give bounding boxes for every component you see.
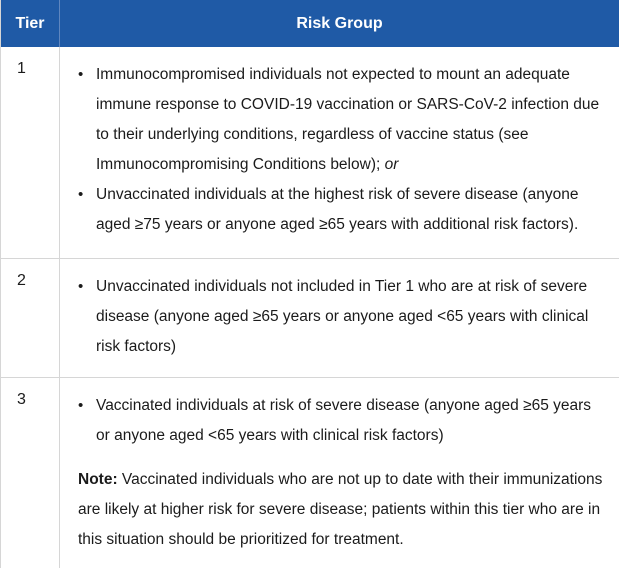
tier-cell: 1 [1, 47, 60, 258]
table-row-tier-2 [1, 259, 619, 378]
list-item-text: Unvaccinated individuals at the highest risk of severe disease (anyone aged ≥75 years or anyone aged ≥65 years with additional risk factors). [96, 186, 579, 233]
list-item [78, 391, 609, 451]
risk-group-list [78, 391, 609, 451]
table-header [1, 0, 619, 47]
list-item-suffix: or [384, 156, 399, 173]
table-row-tier-3 [1, 378, 619, 568]
risk-group-column-header: Risk Group [296, 14, 383, 32]
tier-cell: 2 [1, 259, 60, 377]
tier-cell: 3 [1, 378, 60, 568]
list-item-text: Unvaccinated individuals not included in Tier 1 who are at risk of severe disease (anyone aged ≥65 years or anyone aged <65 years with clinical risk factors) [96, 278, 589, 355]
tier-note [78, 465, 609, 555]
note-label: Note: [78, 471, 118, 488]
risk-group-cell [60, 378, 619, 568]
list-item-text: Vaccinated individuals at risk of severe disease (anyone aged ≥65 years or anyone aged <65 years with clinical risk factors) [96, 397, 592, 444]
risk-group-list [78, 272, 609, 362]
list-item [78, 272, 609, 362]
risk-group-cell [60, 47, 619, 258]
table-row-tier-1 [1, 47, 619, 259]
note-text: Vaccinated individuals who are not up to date with their immunizations are likely at higher risk for severe disease; patients within this tier who are in this situation should be prioritized for treatment. [78, 471, 603, 548]
risk-group-list [78, 60, 609, 240]
list-item-text: Immunocompromised individuals not expected to mount an adequate immune response to COVID-19 vaccination or SARS-CoV-2 infection due to their underlying conditions, regardless of vaccine status (see Immunocompromising Conditions below); [96, 66, 600, 173]
risk-group-cell [60, 259, 619, 377]
tier-column-header: Tier [1, 0, 60, 47]
list-item [78, 180, 609, 240]
list-item [78, 60, 609, 180]
